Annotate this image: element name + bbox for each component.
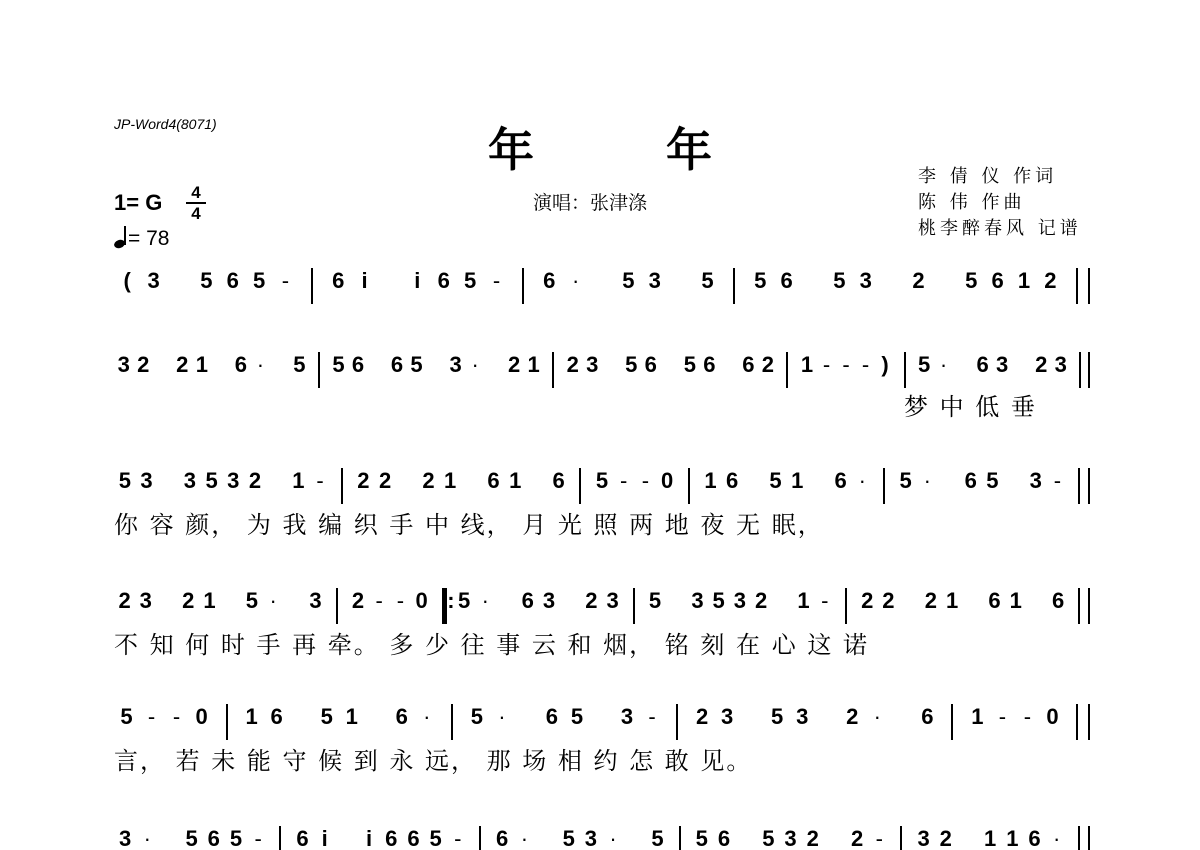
note-symbol: 0 (195, 704, 208, 729)
sustain-dash: - (375, 588, 383, 613)
barline (845, 588, 847, 624)
note-symbol: 3 (620, 704, 634, 729)
sustain-dash: - (454, 826, 462, 850)
note-symbol: 5 (457, 588, 471, 613)
barline (900, 826, 902, 850)
note-symbol: i (361, 268, 368, 293)
barline (883, 468, 885, 504)
transcriber-credit: 桃李醉春风 记谱 (918, 218, 1082, 239)
note-symbol: 6 (351, 352, 365, 377)
tempo-marking (114, 226, 169, 251)
sustain-dash: - (1023, 704, 1032, 729)
note-symbol: 5 (595, 468, 609, 493)
augmentation-dot: · (571, 268, 580, 293)
notation-line (114, 586, 1090, 626)
augmentation-dot: · (1053, 826, 1061, 850)
key-signature: 1= G (114, 190, 163, 215)
barline (1078, 588, 1080, 624)
note-symbol: 6 (976, 352, 989, 377)
augmentation-dot: · (481, 588, 489, 613)
augmentation-dot: · (520, 826, 529, 850)
barline (1088, 704, 1090, 740)
note-symbol: 5 (118, 468, 131, 493)
sustain-dash: - (648, 704, 656, 729)
note-symbol: 6 (1028, 826, 1041, 850)
note-symbol: i (321, 826, 328, 850)
augmentation-dot: · (923, 468, 931, 493)
note-symbol: 2 (761, 352, 775, 377)
note-symbol: 3 (917, 826, 930, 850)
note-symbol: 5 (120, 704, 133, 729)
note-symbol: 5 (562, 826, 575, 850)
note-symbol: 6 (742, 352, 755, 377)
note-symbol: 2 (118, 588, 131, 613)
sustain-dash: - (641, 468, 650, 493)
sustain-dash: - (396, 588, 405, 613)
note-symbol: 1 (345, 704, 358, 729)
note-symbol: 5 (463, 268, 477, 293)
note-symbol: 2 (357, 468, 370, 493)
augmentation-dot: · (609, 826, 617, 850)
lyric-line: 言， 若 未 能 守 候 到 永 远， 那 场 相 约 怎 敢 见。 (114, 747, 753, 775)
note-symbol: 6 (226, 268, 239, 293)
note-symbol: 1 (203, 588, 216, 613)
note-symbol: 3 (449, 352, 462, 377)
note-symbol: 1 (984, 826, 997, 850)
barline (522, 268, 524, 304)
note-symbol: 6 (991, 268, 1004, 293)
augmentation-dot: · (143, 826, 151, 850)
time-signature-top: 4 (191, 183, 201, 202)
time-signature-bottom: 4 (191, 204, 201, 223)
note-symbol: 6 (780, 268, 793, 293)
note-symbol: 2 (939, 826, 952, 850)
sustain-dash: - (172, 704, 181, 729)
note-symbol: 1 (509, 468, 522, 493)
note-symbol: 5 (917, 352, 931, 377)
note-symbol: 5 (695, 826, 708, 850)
barline (451, 704, 453, 740)
barline (679, 826, 681, 850)
note-symbol: 6 (332, 268, 345, 293)
note-symbol: 2 (378, 468, 392, 493)
note-symbol: 3 (784, 826, 797, 850)
note-symbol: 2 (182, 588, 195, 613)
barline (226, 704, 228, 740)
note-symbol: 5 (622, 268, 635, 293)
note-symbol: 2 (695, 704, 709, 729)
note-symbol: 1 (1009, 588, 1022, 613)
barline (552, 352, 554, 388)
note-symbol: 5 (410, 352, 423, 377)
augmentation-dot: · (269, 588, 277, 613)
note-symbol: 6 (834, 468, 847, 493)
software-label: JP-Word4(8071) (114, 116, 217, 132)
time-signature (186, 184, 206, 222)
augmentation-dot: · (256, 352, 265, 377)
note-symbol: 3 (117, 352, 130, 377)
note-symbol: 6 (395, 704, 408, 729)
barline (479, 826, 481, 850)
note-symbol: 6 (552, 468, 565, 493)
note-symbol: 5 (332, 352, 345, 377)
sustain-dash: - (281, 268, 290, 293)
note-symbol: 6 (644, 352, 657, 377)
lyricist-credit: 李 倩 仪 作词 (918, 166, 1058, 187)
note-symbol: 5 (185, 826, 198, 850)
composer-credit: 陈 伟 作曲 (918, 192, 1026, 213)
note-symbol: ) (881, 352, 889, 377)
note-symbol: 3 (1029, 468, 1042, 493)
note-symbol: 6 (385, 826, 398, 850)
note-symbol: 6 (496, 826, 509, 850)
note-symbol: 3 (542, 588, 556, 613)
note-symbol: 6 (726, 468, 739, 493)
note-symbol: ( (123, 268, 131, 293)
sustain-dash: - (254, 826, 262, 850)
notation-line (114, 350, 1090, 390)
notation-line (114, 702, 1090, 742)
notation-line (114, 266, 1090, 306)
note-symbol: 5 (200, 268, 213, 293)
note-symbol: 6 (543, 268, 556, 293)
barline (279, 826, 281, 850)
note-symbol: 5 (570, 704, 584, 729)
barline (318, 352, 320, 388)
note-symbol: 5 (833, 268, 846, 293)
note-symbol: 1 (527, 352, 540, 377)
note-symbol: 6 (521, 588, 534, 613)
note-symbol: 2 (422, 468, 435, 493)
note-symbol: 2 (351, 588, 365, 613)
note-symbol: 6 (296, 826, 309, 850)
note-symbol: 6 (390, 352, 404, 377)
lyric-line: 你 容 颜， 为 我 编 织 手 中 线， 月 光 照 两 地 夜 无 眠， (114, 511, 824, 539)
note-symbol: 2 (806, 826, 819, 850)
note-symbol: 6 (270, 704, 283, 729)
note-symbol: 3 (309, 588, 322, 613)
sustain-dash: - (842, 352, 850, 377)
note-symbol: 5 (683, 352, 696, 377)
barline (1076, 268, 1078, 304)
note-symbol: 5 (986, 468, 999, 493)
note-symbol: 6 (207, 826, 220, 850)
note-symbol: 1 (1017, 268, 1031, 293)
barline (1079, 352, 1081, 388)
note-symbol: 1 (292, 468, 305, 493)
augmentation-dot: · (939, 352, 948, 377)
note-symbol: 6 (407, 826, 420, 850)
barline (951, 704, 953, 740)
sustain-dash: - (147, 704, 156, 729)
sustain-dash: - (875, 826, 883, 850)
notation-line (114, 824, 1090, 850)
note-symbol: 6 (1052, 588, 1065, 613)
note-symbol: 2 (566, 352, 579, 377)
barline (904, 352, 906, 388)
note-symbol: 1 (444, 468, 457, 493)
note-symbol: 3 (733, 588, 747, 613)
note-symbol: 3 (586, 352, 599, 377)
augmentation-dot: · (471, 352, 479, 377)
sustain-dash: - (316, 468, 324, 493)
note-symbol: 5 (429, 826, 442, 850)
sustain-dash: - (998, 704, 1007, 729)
sustain-dash: - (861, 352, 870, 377)
lyric-line: 梦 中 低 垂 (904, 393, 1037, 421)
barline (336, 588, 338, 624)
note-symbol: 1 (971, 704, 984, 729)
note-symbol: 5 (320, 704, 333, 729)
note-symbol: 1 (704, 468, 717, 493)
note-symbol: 1 (800, 352, 814, 377)
barline (1078, 826, 1080, 850)
note-symbol: 5 (771, 704, 784, 729)
note-symbol: 2 (846, 704, 859, 729)
note-symbol: 6 (988, 588, 1001, 613)
note-symbol: 2 (508, 352, 521, 377)
note-symbol: 5 (754, 268, 767, 293)
note-symbol: 3 (720, 704, 734, 729)
note-symbol: 3 (859, 268, 872, 293)
note-symbol: 5 (762, 826, 775, 850)
note-symbol: 5 (252, 268, 266, 293)
sustain-dash: - (620, 468, 628, 493)
note-symbol: 3 (140, 468, 153, 493)
note-symbol: 5 (245, 588, 259, 613)
note-symbol: 1 (195, 352, 208, 377)
barline (688, 468, 690, 504)
note-symbol: 6 (487, 468, 500, 493)
note-symbol: 5 (712, 588, 725, 613)
singer-credit: 演唱：张津涤 (533, 192, 648, 214)
note-symbol: 6 (921, 704, 934, 729)
note-symbol: 5 (625, 352, 638, 377)
note-symbol: 1 (797, 588, 810, 613)
note-symbol: 6 (437, 268, 450, 293)
note-symbol: 3 (796, 704, 809, 729)
note-symbol: 1 (245, 704, 258, 729)
note-symbol: i (366, 826, 373, 850)
note-symbol: 1 (791, 468, 804, 493)
note-symbol: 6 (717, 826, 731, 850)
notation-line (114, 466, 1090, 506)
barline (311, 268, 313, 304)
note-symbol: 3 (996, 352, 1009, 377)
note-symbol: 2 (924, 588, 937, 613)
lyric-line: 不 知 何 时 手 再 牵。 多 少 往 事 云 和 烟， 铭 刻 在 心 这 诺 (114, 631, 869, 659)
note-symbol: 0 (660, 468, 674, 493)
sustain-dash: - (822, 352, 831, 377)
note-symbol: 2 (585, 588, 598, 613)
barline (1078, 468, 1080, 504)
note-symbol: 5 (701, 268, 714, 293)
note-symbol: 3 (147, 268, 160, 293)
note-symbol: 1 (1006, 826, 1019, 850)
note-symbol: 3 (183, 468, 197, 493)
note-symbol: 5 (205, 468, 218, 493)
note-symbol: 5 (899, 468, 912, 493)
note-symbol: 5 (470, 704, 483, 729)
note-symbol: 6 (234, 352, 247, 377)
note-symbol: 2 (861, 588, 874, 613)
note-symbol: 2 (1035, 352, 1048, 377)
barline (1088, 468, 1090, 504)
note-symbol: 5 (769, 468, 782, 493)
barline (633, 588, 635, 624)
note-symbol: 5 (965, 268, 978, 293)
note-symbol: i (414, 268, 421, 293)
note-symbol: 0 (1046, 704, 1059, 729)
sustain-dash: - (492, 268, 501, 293)
sustain-dash: - (1053, 468, 1062, 493)
barline (1076, 704, 1078, 740)
note-symbol: 3 (691, 588, 704, 613)
sustain-dash: - (821, 588, 829, 613)
song-title: 年 年 (487, 123, 770, 177)
barline (733, 268, 735, 304)
repeat-dots: : (447, 588, 455, 613)
note-symbol: 5 (648, 588, 662, 613)
note-symbol: 3 (584, 826, 598, 850)
augmentation-dot: · (498, 704, 506, 729)
augmentation-dot: · (858, 468, 866, 493)
note-symbol: 2 (137, 352, 150, 377)
note-symbol: 2 (882, 588, 895, 613)
augmentation-dot: · (873, 704, 881, 729)
note-symbol: 3 (1054, 352, 1067, 377)
note-symbol: 6 (703, 352, 716, 377)
note-symbol: 5 (293, 352, 306, 377)
barline (676, 704, 678, 740)
note-symbol: 2 (850, 826, 864, 850)
barline (1088, 268, 1090, 304)
note-symbol: 5 (229, 826, 243, 850)
barline (1088, 352, 1090, 388)
note-symbol: 6 (545, 704, 559, 729)
note-symbol: 1 (945, 588, 959, 613)
note-symbol: 2 (1044, 268, 1057, 293)
barline (786, 352, 788, 388)
barline (1088, 588, 1090, 624)
note-symbol: 3 (139, 588, 152, 613)
tempo-value: = 78 (128, 227, 170, 250)
note-symbol: 3 (648, 268, 661, 293)
note-symbol: 2 (912, 268, 925, 293)
note-symbol: 3 (118, 826, 132, 850)
note-symbol: 2 (248, 468, 262, 493)
note-symbol: 3 (606, 588, 619, 613)
note-symbol: 0 (415, 588, 428, 613)
note-symbol: 5 (651, 826, 664, 850)
barline (341, 468, 343, 504)
barline (1088, 826, 1090, 850)
augmentation-dot: · (423, 704, 431, 729)
note-symbol: 6 (964, 468, 977, 493)
quarter-note-icon (114, 226, 128, 248)
barline (579, 468, 581, 504)
note-symbol: 3 (227, 468, 240, 493)
note-symbol: 2 (176, 352, 189, 377)
note-symbol: 2 (754, 588, 768, 613)
